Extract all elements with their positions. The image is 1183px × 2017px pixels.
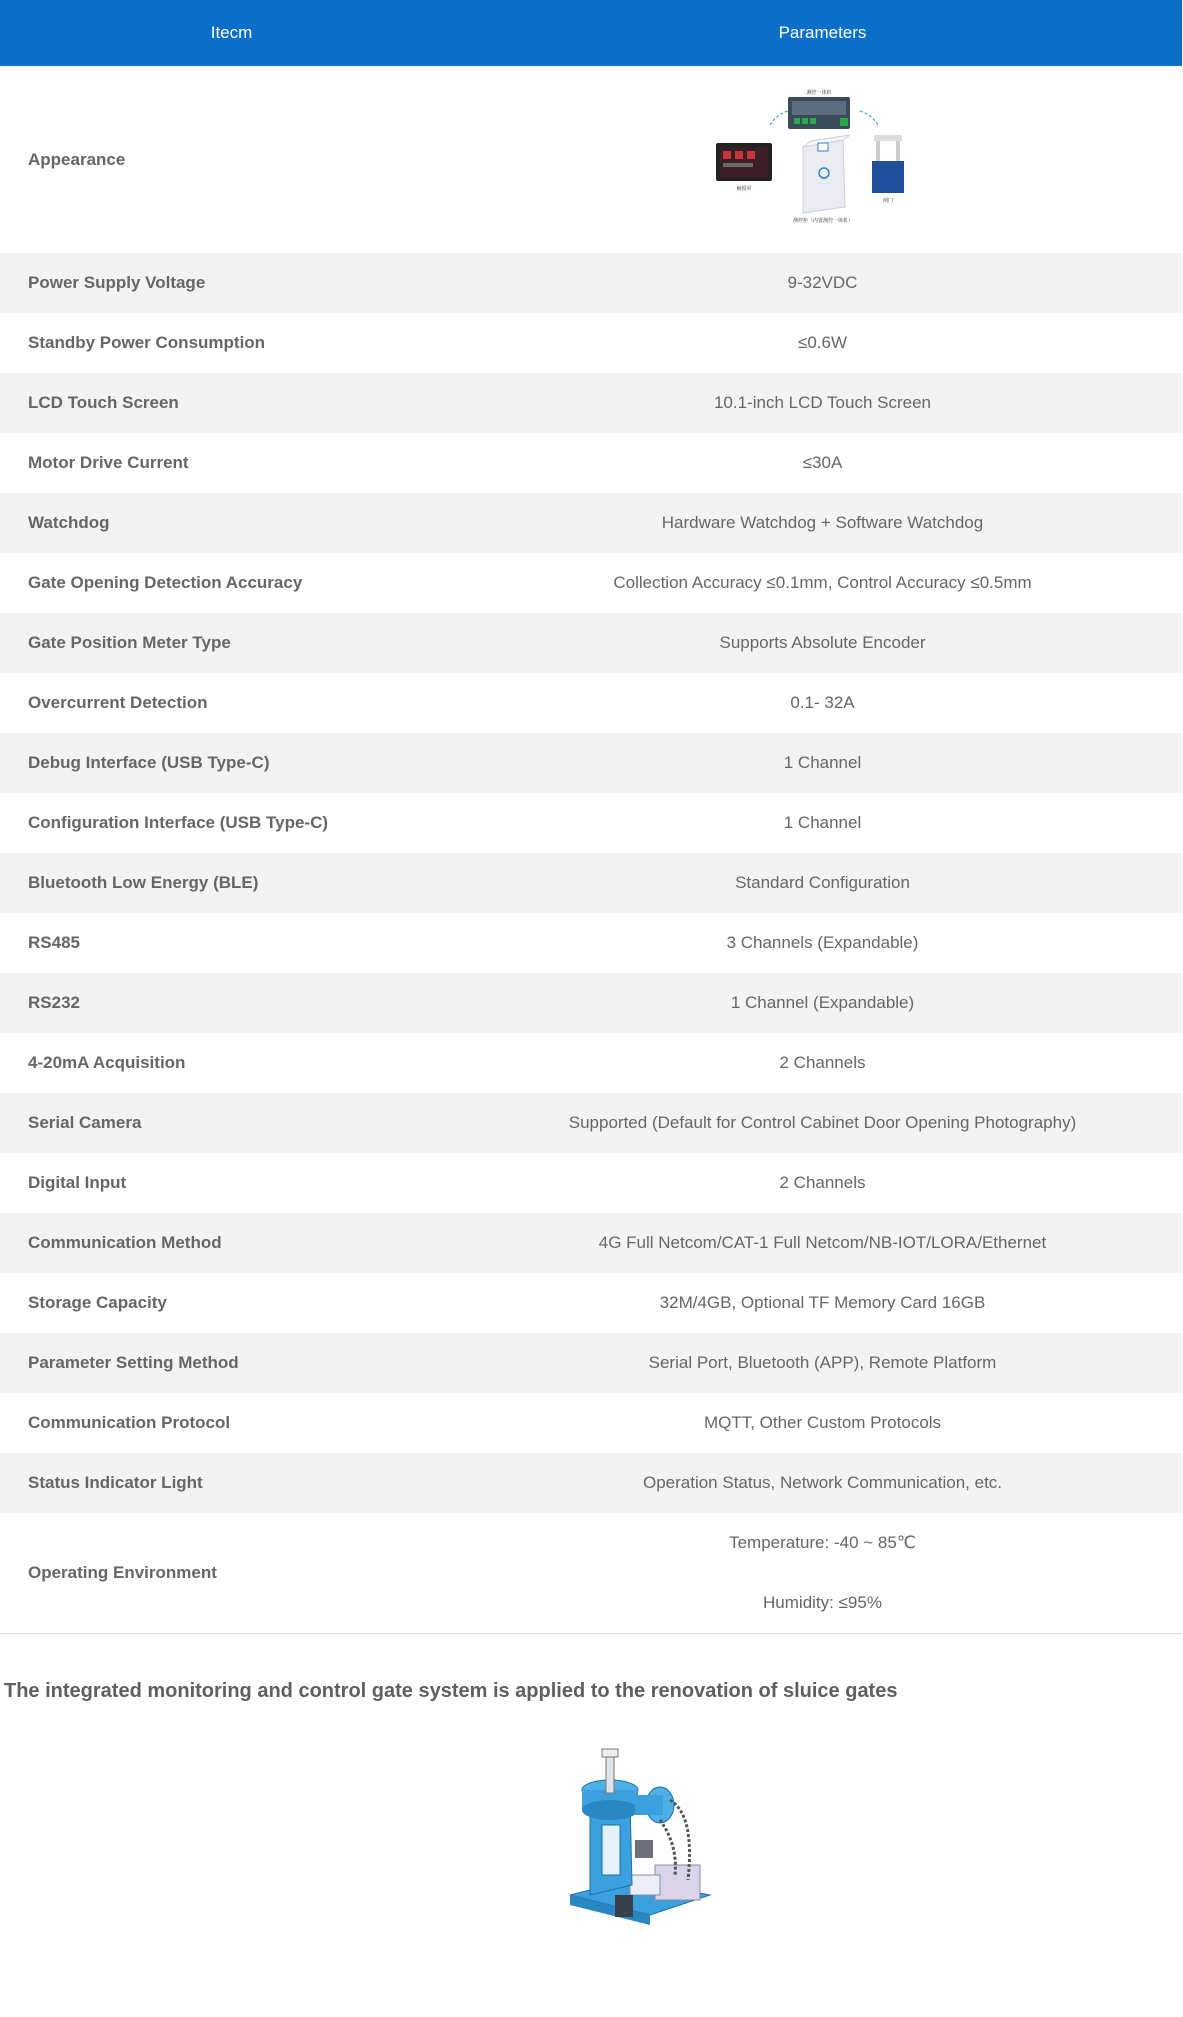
- row-label: Motor Drive Current: [28, 453, 189, 472]
- row-value: ≤30A: [802, 453, 843, 472]
- table-row: [0, 1453, 1182, 1513]
- caption-controller: 测控一体机: [805, 89, 832, 96]
- caption-gate: 闸门: [882, 197, 893, 204]
- table-row: [0, 313, 1182, 373]
- row-value: 2 Channels: [779, 1173, 866, 1192]
- row-value: 3 Channels (Expandable): [726, 933, 919, 952]
- caption-screen: 触摸屏: [735, 185, 752, 192]
- row-value: Supported (Default for Control Cabinet Door Opening Photography): [463, 1093, 1182, 1153]
- row-label: Gate Position Meter Type: [0, 613, 463, 673]
- row-label: Status Indicator Light: [0, 1453, 463, 1513]
- table-row: [0, 373, 1182, 433]
- row-label: Debug Interface (USB Type-C): [0, 733, 463, 793]
- table-row: [0, 853, 1182, 913]
- row-value: 4G Full Netcom/CAT-1 Full Netcom/NB-IOT/LORA/Ethernet: [463, 1213, 1182, 1273]
- row-value: 1 Channel (Expandable): [463, 973, 1182, 1033]
- row-label: RS232: [0, 973, 463, 1033]
- table-row: [0, 973, 1182, 1033]
- row-label: RS485: [28, 933, 80, 952]
- table-row: [0, 733, 1182, 793]
- row-label: Configuration Interface (USB Type-C): [28, 813, 329, 832]
- table-row-environment: [0, 1513, 1182, 1634]
- row-label: Standby Power Consumption: [28, 333, 266, 352]
- row-label: Gate Opening Detection Accuracy: [28, 573, 303, 592]
- table-row-appearance: [0, 66, 1182, 253]
- row-label: Overcurrent Detection: [28, 693, 208, 712]
- row-value: 0.1- 32A: [790, 693, 855, 712]
- table-row: [0, 553, 1182, 613]
- row-label: 4-20mA Acquisition: [28, 1053, 186, 1072]
- environment-temperature: Temperature: -40 ~ 85℃: [729, 1533, 916, 1552]
- row-label: Communication Method: [0, 1213, 463, 1273]
- row-label: Bluetooth Low Energy (BLE): [0, 853, 463, 913]
- row-label: Serial Camera: [0, 1093, 463, 1153]
- row-value: 10.1-inch LCD Touch Screen: [463, 373, 1182, 433]
- row-label: LCD Touch Screen: [0, 373, 463, 433]
- header-parameters: Parameters: [463, 0, 1182, 66]
- table-row: [0, 913, 1182, 973]
- row-value: Hardware Watchdog + Software Watchdog: [463, 493, 1182, 553]
- product-appearance-image: [708, 85, 938, 235]
- sluice-gate-hoist-image: [560, 1745, 720, 1945]
- row-value: 1 Channel: [463, 733, 1182, 793]
- table-row: [0, 1273, 1182, 1333]
- table-row: [0, 673, 1182, 733]
- row-value: ≤0.6W: [797, 333, 847, 352]
- table-row: [0, 493, 1182, 553]
- table-header: [0, 0, 1182, 66]
- table-row: [0, 253, 1182, 313]
- row-value: Collection Accuracy ≤0.1mm, Control Accuracy ≤0.5mm: [613, 573, 1032, 592]
- appearance-image-cell: [463, 66, 1182, 253]
- table-row: [0, 1033, 1182, 1093]
- table-row: [0, 1213, 1182, 1273]
- section-title: The integrated monitoring and control gate system is applied to the renovation of sluice gates: [4, 1680, 898, 1702]
- table-row: [0, 1153, 1182, 1213]
- row-label: Watchdog: [0, 493, 463, 553]
- row-value: Supports Absolute Encoder: [463, 613, 1182, 673]
- cabinet-device: [803, 135, 850, 213]
- controller-device: [788, 97, 850, 129]
- row-value: 32M/4GB, Optional TF Memory Card 16GB: [659, 1293, 986, 1312]
- environment-humidity: Humidity: ≤95%: [763, 1593, 882, 1612]
- table-row: [0, 1093, 1182, 1153]
- caption-cabinet: 测控柜（内置测控一体机）: [792, 217, 853, 224]
- table-row: [0, 793, 1182, 853]
- table-row: [0, 433, 1182, 493]
- row-value: 1 Channel: [783, 813, 862, 832]
- touch-screen-device: [716, 143, 772, 181]
- row-label: Digital Input: [28, 1173, 127, 1192]
- row-label: Operating Environment: [0, 1513, 463, 1634]
- row-value: Standard Configuration: [463, 853, 1182, 913]
- table-row: [0, 1333, 1182, 1393]
- gate-device: [872, 135, 904, 193]
- row-label: Appearance: [28, 149, 126, 169]
- row-value: Operation Status, Network Communication, etc.: [463, 1453, 1182, 1513]
- row-label: Storage Capacity: [28, 1293, 167, 1312]
- row-value: 2 Channels: [779, 1053, 866, 1072]
- row-value: Serial Port, Bluetooth (APP), Remote Platform: [463, 1333, 1182, 1393]
- row-label: Communication Protocol: [28, 1413, 231, 1432]
- header-item: Itecm: [0, 0, 463, 66]
- row-value: 9-32VDC: [463, 253, 1182, 313]
- row-value: MQTT, Other Custom Protocols: [703, 1413, 942, 1432]
- row-label: Power Supply Voltage: [0, 253, 463, 313]
- table-row: [0, 613, 1182, 673]
- row-label: Parameter Setting Method: [0, 1333, 463, 1393]
- row-value: [463, 1513, 1182, 1634]
- table-row: [0, 1393, 1182, 1453]
